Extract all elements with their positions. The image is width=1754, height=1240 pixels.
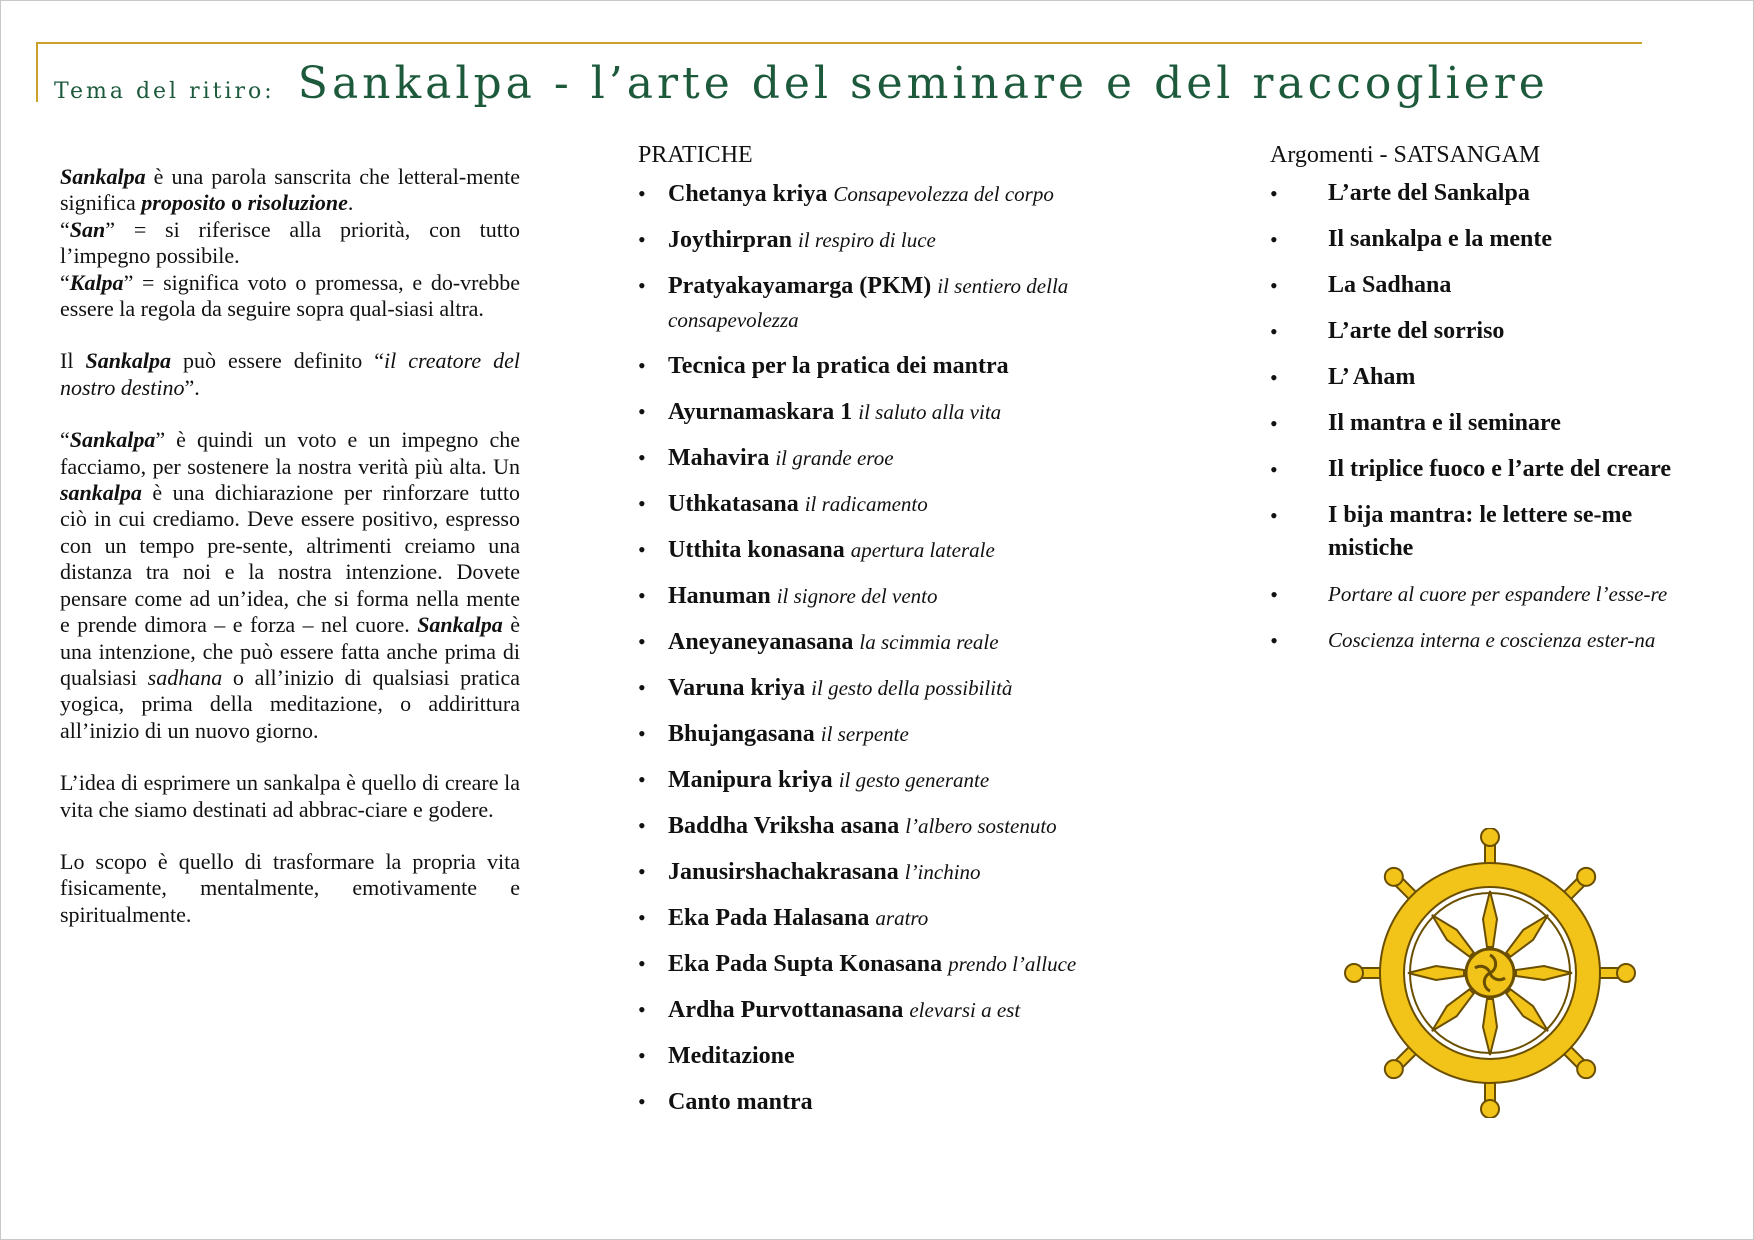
wheel-handle-knob: [1577, 1060, 1595, 1078]
wheel-handle-knob: [1577, 868, 1595, 886]
quote-mark: “: [60, 216, 70, 242]
pratica-description: l’albero sostenuto: [905, 814, 1057, 838]
pratica-name: Baddha Vriksha asana: [668, 813, 900, 839]
argomenti-column: [1270, 142, 1690, 670]
pratica-item: [638, 671, 1158, 705]
pratica-name: Eka Pada Halasana: [668, 905, 870, 931]
pratica-item: [638, 533, 1158, 567]
pratica-name: Varuna kriya: [668, 675, 806, 701]
pratica-name: Utthita konasana: [668, 537, 845, 563]
pratica-item: [638, 809, 1158, 843]
dharma-wheel-icon: [1330, 828, 1650, 1118]
intro-paragraph-2: [60, 348, 520, 401]
wheel-spoke: [1516, 966, 1572, 980]
intro-text: è una parola sanscrita che letteral-mente significa: [60, 164, 520, 216]
pratica-item: [638, 1039, 1158, 1073]
pratica-description: aratro: [875, 906, 929, 930]
pratica-description: il radicamento: [804, 492, 928, 516]
wheel-handle-knob: [1385, 868, 1403, 886]
argomento-item: • Portare al cuore per espandere l’esse-re: [1270, 578, 1690, 611]
pratica-item: [638, 579, 1158, 613]
pratica-description: apertura laterale: [850, 538, 995, 562]
pratica-item: [638, 349, 1158, 383]
pratica-description: il saluto alla vita: [858, 400, 1002, 424]
intro-text: è una dichiarazione per rinforzare tutto ciò in cui crediamo. Deve essere positivo, espresso con un tempo pre-sente, altrimenti creiamo una distanza tra noi e la nostra intenzione. Dovete pensare come ad un’idea, che si forma nella mente e prende dimora – e forza – nel cuore.: [60, 480, 520, 638]
pratiche-title: PRATICHE: [638, 142, 753, 168]
argomento-item: • Coscienza interna e coscienza ester-na: [1270, 624, 1690, 657]
pratica-name: Joythirpran: [668, 227, 793, 253]
wheel-spoke: [1408, 966, 1464, 980]
wheel-spoke: [1483, 999, 1497, 1055]
pratica-item: [638, 763, 1158, 797]
pratica-description: la scimmia reale: [859, 630, 999, 654]
term-risoluzione: risoluzione: [247, 190, 348, 216]
argomenti-list: [1270, 177, 1690, 657]
term-o: o: [225, 190, 248, 216]
pratica-item: [638, 223, 1158, 257]
pratiche-column: [638, 142, 1158, 1131]
argomento-item: • Il mantra e il seminare: [1270, 407, 1690, 440]
pratica-description: il sentiero della consapevolezza: [668, 274, 1069, 332]
term-sadhana: sadhana: [147, 664, 223, 690]
wheel-spoke: [1432, 915, 1474, 957]
intro-text: o all’inizio di qualsiasi pratica yogica, prima della meditazione, o addirittura all’inizio di un nuovo giorno.: [60, 664, 520, 743]
pratica-description: il gesto generante: [838, 768, 990, 792]
pratica-description: Consapevolezza del corpo: [833, 182, 1054, 206]
pratica-item: [638, 395, 1158, 429]
pratica-description: l’inchino: [904, 860, 981, 884]
pratica-description: elevarsi a est: [909, 998, 1021, 1022]
term-creatore: il creatore del nostro destino: [60, 348, 521, 400]
intro-paragraph-3: [60, 427, 520, 744]
pratica-name: Hanuman: [668, 583, 771, 609]
intro-text: ” è quindi un voto e un impegno che facciamo, per sostenere la nostra verità più alta. Un: [60, 427, 520, 479]
pratica-name: Aneyaneyanasana: [668, 629, 854, 655]
pratica-name: Canto mantra: [668, 1089, 813, 1115]
pratica-item: [638, 1085, 1158, 1119]
pratica-item: [638, 901, 1158, 935]
term-sankalpa: Sankalpa: [417, 612, 503, 638]
pratica-item: [638, 269, 1158, 337]
pratica-name: Manipura kriya: [668, 767, 833, 793]
argomento-item: • L’ Aham: [1270, 361, 1690, 394]
argomento-item: • L’arte del Sankalpa: [1270, 177, 1690, 210]
wheel-spoke: [1483, 891, 1497, 947]
pratica-item: [638, 441, 1158, 475]
term-kalpa: Kalpa: [69, 269, 124, 295]
header-label: Tema del ritiro:: [54, 79, 275, 104]
pratica-name: Janusirshachakrasana: [668, 859, 899, 885]
intro-text: ”.: [184, 374, 200, 400]
san-definition: ” = si riferisce alla priorità, con tutto l’impegno possibile.: [60, 216, 520, 269]
pratica-item: [638, 625, 1158, 659]
pratica-name: Meditazione: [668, 1043, 795, 1069]
pratica-name: Pratyakayamarga (PKM): [668, 273, 932, 299]
pratica-name: Ardha Purvottanasana: [668, 997, 904, 1023]
pratica-description: il signore del vento: [776, 584, 938, 608]
argomento-item: • L’arte del sorriso: [1270, 315, 1690, 348]
pratica-item: [638, 993, 1158, 1027]
pratica-item: [638, 855, 1158, 889]
argomento-item: • Il sankalpa e la mente: [1270, 223, 1690, 256]
term-proposito: proposito: [141, 190, 226, 216]
intro-paragraph-1: [60, 164, 520, 322]
term-sankalpa: Sankalpa: [60, 164, 146, 189]
term-sankalpa: Sankalpa: [69, 427, 156, 453]
pratica-name: Eka Pada Supta Konasana: [668, 951, 943, 977]
pratica-item: [638, 487, 1158, 521]
wheel-spoke: [1432, 989, 1474, 1031]
wheel-handle-knob: [1481, 828, 1499, 846]
wheel-handle-knob: [1481, 1100, 1499, 1118]
header: [54, 58, 1549, 109]
pratica-name: Uthkatasana: [668, 491, 799, 517]
term-san: San: [69, 216, 106, 242]
pratica-name: Bhujangasana: [668, 721, 815, 747]
pratica-name: Chetanya kriya: [668, 181, 828, 207]
pratica-name: Tecnica per la pratica dei mantra: [668, 353, 1009, 379]
intro-text: può essere definito “: [171, 348, 384, 374]
header-rule: [36, 42, 1642, 44]
argomento-item: • La Sadhana: [1270, 269, 1690, 302]
kalpa-definition: ” = significa voto o promessa, e do-vrebbe essere la regola da seguire sopra qual-siasi altra.: [60, 269, 520, 322]
intro-paragraph-5: Lo scopo è quello di trasformare la propria vita fisicamente, mentalmente, emotivamente e spiritualmente.: [60, 848, 520, 927]
pratica-item: [638, 717, 1158, 751]
term-sankalpa: sankalpa: [60, 480, 142, 506]
quote-mark: “: [60, 427, 70, 453]
term-sankalpa: Sankalpa: [85, 348, 172, 374]
pratica-description: prendo l’alluce: [948, 952, 1077, 976]
argomenti-title: Argomenti - SATSANGAM: [1270, 142, 1541, 168]
wheel-spoke: [1506, 989, 1548, 1031]
wheel-handle-knob: [1345, 964, 1363, 982]
pratica-item: [638, 177, 1158, 211]
intro-text: Il: [60, 348, 86, 374]
page-title: Sankalpa - l’arte del seminare e del raccogliere: [297, 58, 1549, 109]
pratica-item: [638, 947, 1158, 981]
header-rule-left: [36, 42, 38, 102]
pratiche-list: [638, 177, 1158, 1119]
pratica-description: il gesto della possibilità: [811, 676, 1013, 700]
quote-mark: “: [60, 269, 70, 295]
pratica-description: il respiro di luce: [798, 228, 936, 252]
wheel-handle-knob: [1617, 964, 1635, 982]
pratica-name: Ayurnamaskara 1: [668, 399, 853, 425]
pratica-description: il grande eroe: [775, 446, 894, 470]
pratica-description: il serpente: [820, 722, 909, 746]
argomento-item: • Il triplice fuoco e l’arte del creare: [1270, 453, 1690, 486]
pratica-name: Mahavira: [668, 445, 770, 471]
intro-text: è una intenzione, che può essere fatta anche prima di qualsiasi: [60, 612, 520, 690]
argomento-item: • I bija mantra: le lettere se-me mistiche: [1270, 499, 1690, 565]
intro-text: .: [347, 190, 354, 216]
wheel-spoke: [1506, 915, 1548, 957]
intro-paragraph-4: L’idea di esprimere un sankalpa è quello di creare la vita che siamo destinati ad abbrac-ciare e godere.: [60, 770, 520, 822]
intro-column: [60, 164, 520, 954]
wheel-handle-knob: [1385, 1060, 1403, 1078]
